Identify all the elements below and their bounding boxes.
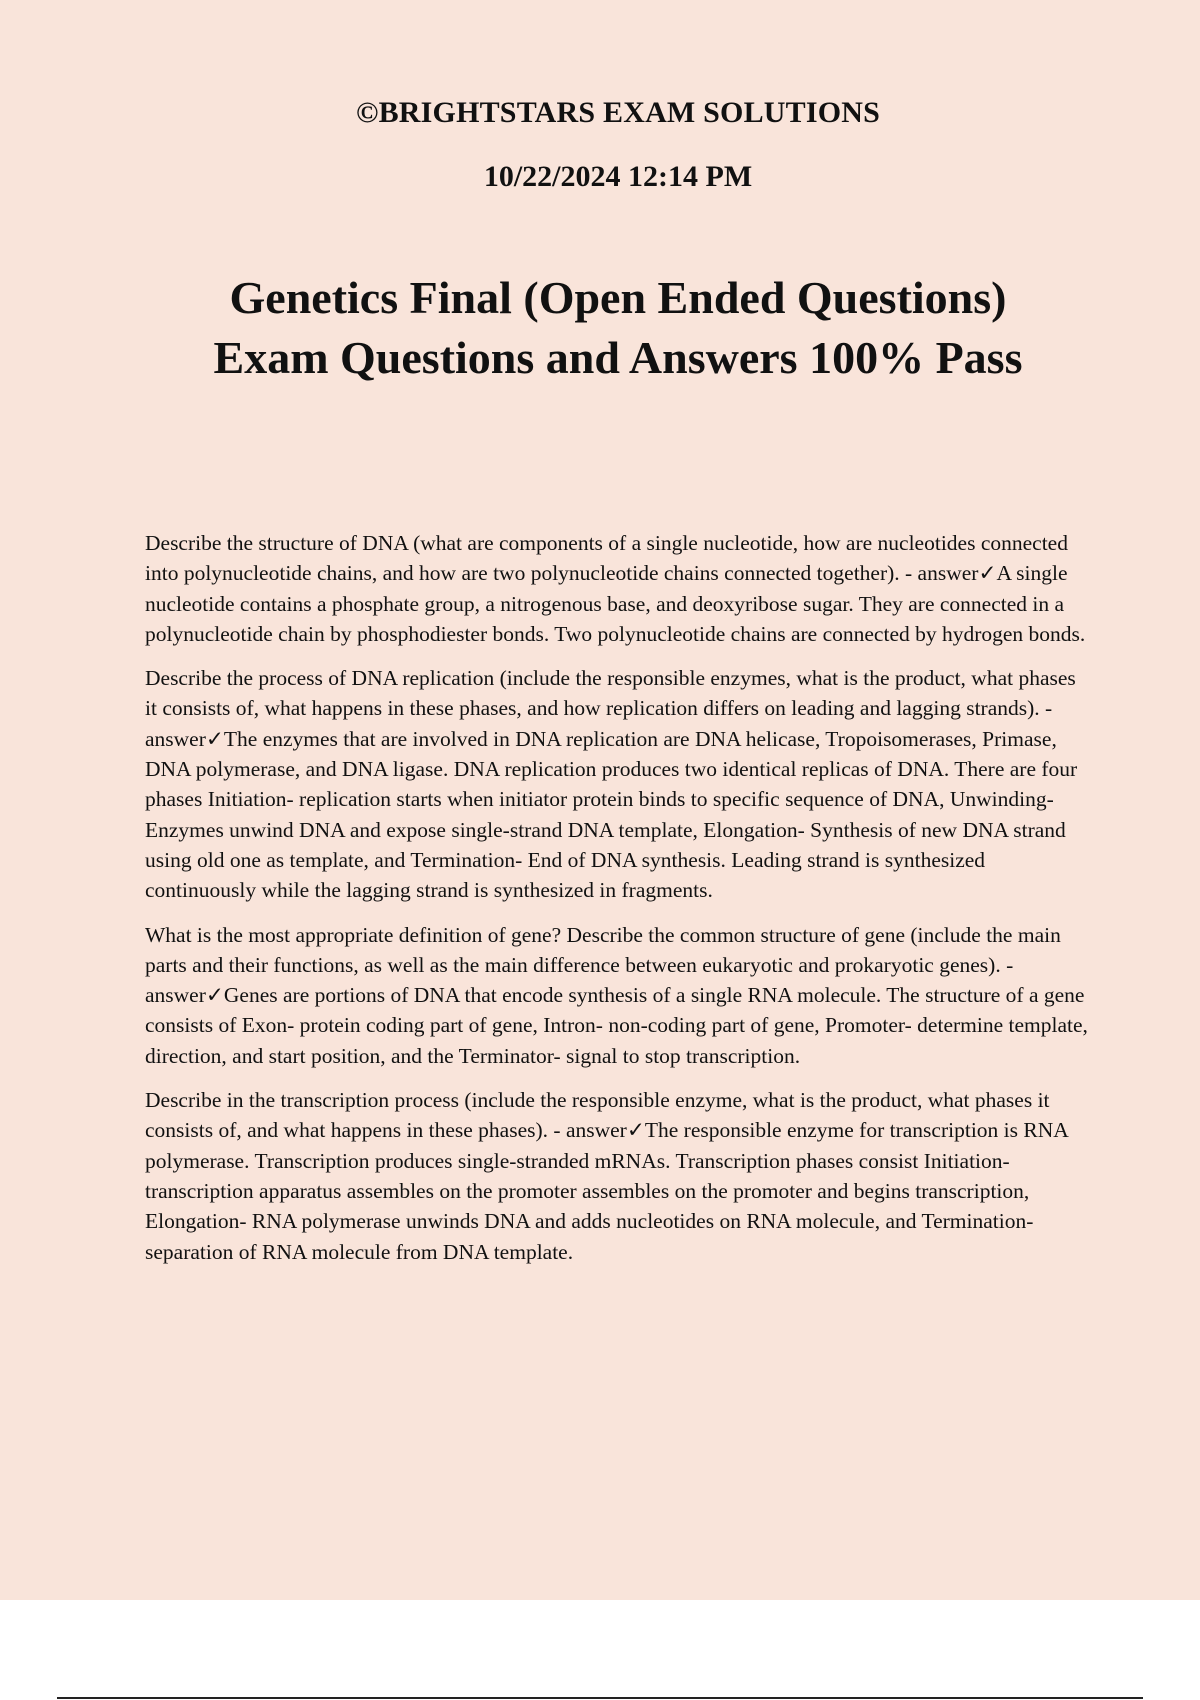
qa-item-dna-structure: Describe the structure of DNA (what are components of a single nucleotide, how are nucleotides connected into polynucleotide chains, and how are two polynucleotide chains connected together). - answer✓A single nucleotide contains a phosphate group, a nitrogenous base, and deoxyribose sugar. They are connected in a polynucleotide chain by phosphodiester bonds. Two polynucleotide chains are connected by hydrogen bonds. bbox=[145, 531, 1086, 646]
qa-item-gene-definition: What is the most appropriate definition of gene? Describe the common structure of gene (include the main parts and their functions, as well as the main difference between eukaryotic and prokaryotic genes). - answer✓Genes are portions of DNA that encode synthesis of a single RNA molecule. The structure of a gene consists of Exon- protein coding part of gene, Intron- non-coding part of gene, Promoter- determine template, direction, and start position, and the Terminator- signal to stop transcription. bbox=[145, 922, 1088, 1068]
qa-item-transcription: Describe in the transcription process (include the responsible enzyme, what is the product, what phases it consists of, and what happens in these phases). - answer✓The responsible enzyme for transcription is RNA polymerase. Transcription produces single-stranded mRNAs. Transcription phases consist Initiation- transcription apparatus assembles on the promoter assembles on the promoter and begins transcription, Elongation- RNA polymerase unwinds DNA and adds nucleotides on RNA molecule, and Termination- separation of RNA molecule from DNA template. bbox=[145, 1088, 1068, 1264]
company-header: ©BRIGHTSTARS EXAM SOLUTIONS bbox=[355, 96, 881, 129]
document-title-line-2: Exam Questions and Answers 100% Pass bbox=[213, 332, 1023, 383]
qa-list bbox=[145, 528, 1090, 1281]
document-title bbox=[0, 268, 1200, 388]
page-divider bbox=[57, 1697, 1143, 1699]
qa-item-dna-replication: Describe the process of DNA replication (include the responsible enzymes, what is the product, what phases it consists of, what happens in these phases, and how replication differs on leading and lagging strands). - answer✓The enzymes that are involved in DNA replication are DNA helicase, Tropoisomerases, Primase, DNA polymerase, and DNA ligase. DNA replication produces two identical replicas of DNA. There are four phases Initiation- replication starts when initiator protein binds to specific sequence of DNA, Unwinding- Enzymes unwind DNA and expose single-strand DNA template, Elongation- Synthesis of new DNA strand using old one as template, and Termination- End of DNA synthesis. Leading strand is synthesized continuously while the lagging strand is synthesized in fragments. bbox=[145, 666, 1078, 903]
document-title-line-1: Genetics Final (Open Ended Questions) bbox=[229, 272, 1007, 323]
document-datetime: 10/22/2024 12:14 PM bbox=[483, 160, 753, 193]
